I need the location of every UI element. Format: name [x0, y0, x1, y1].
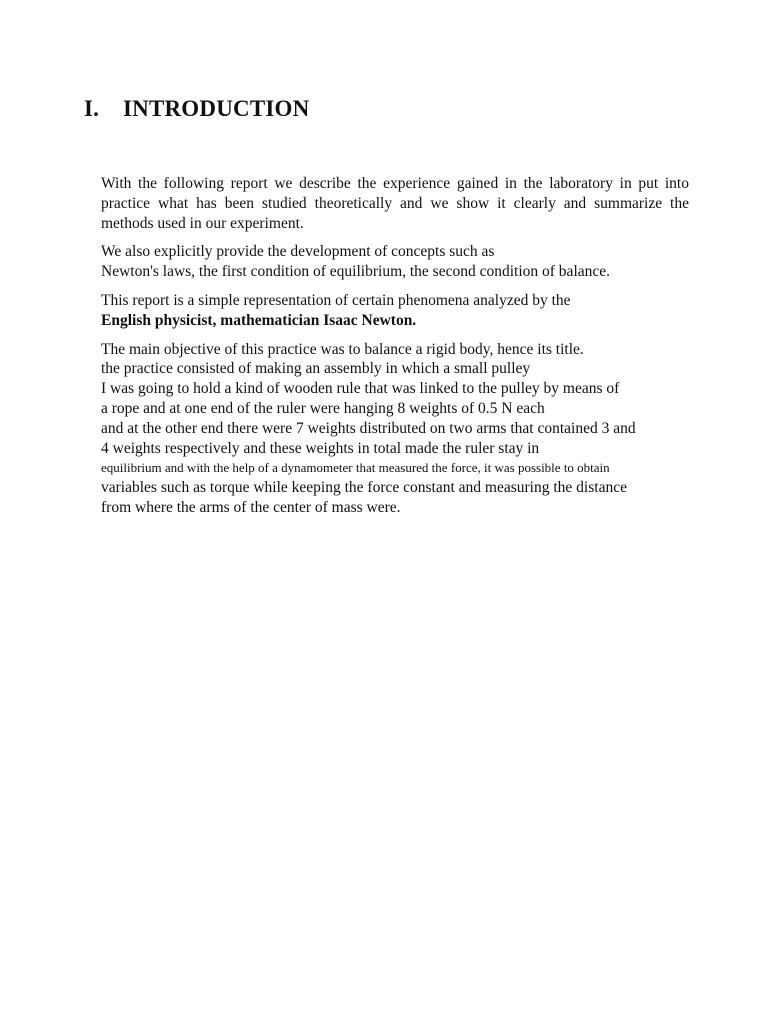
paragraph-line: a rope and at one end of the ruler were hanging 8 weights of 0.5 N each: [101, 399, 545, 417]
paragraph-concepts: [101, 242, 706, 282]
paragraph-line: I was going to hold a kind of wooden rule that was linked to the pulley by means of: [101, 380, 620, 398]
paragraph-objective: [101, 340, 706, 518]
paragraph-newton: [101, 291, 706, 331]
paragraph-line: from where the arms of the center of mass were.: [101, 498, 401, 516]
paragraph-line: This report is a simple representation of certain phenomena analyzed by the: [101, 291, 571, 309]
paragraph-line: and at the other end there were 7 weights distributed on two arms that contained 3 and: [101, 419, 636, 437]
paragraph-line: Newton's laws, the first condition of equilibrium, the second condition of balance.: [101, 263, 611, 281]
paragraph-report-purpose: With the following report we describe the experience gained in the laboratory in put into practice what has been studied theoretically and we show it clearly and summarize the methods used in our experiment.: [101, 175, 689, 232]
paragraph-line-small: equilibrium and with the help of a dynamometer that measured the force, it was possible to obtain: [101, 460, 610, 476]
section-heading: [84, 94, 309, 124]
paragraph-line: the practice consisted of making an assembly in which a small pulley: [101, 360, 531, 378]
section-number: I.: [84, 96, 100, 121]
paragraph-line-bold: English physicist, mathematician Isaac Newton.: [101, 311, 417, 329]
paragraph-line: variables such as torque while keeping the force constant and measuring the distance: [101, 479, 627, 497]
introduction-body: [101, 174, 706, 527]
paragraph-line: The main objective of this practice was to balance a rigid body, hence its title.: [101, 340, 584, 358]
section-title: INTRODUCTION: [123, 96, 310, 121]
paragraph-line: 4 weights respectively and these weights in total made the ruler stay in: [101, 439, 540, 457]
paragraph-line: We also explicitly provide the development of concepts such as: [101, 243, 495, 261]
